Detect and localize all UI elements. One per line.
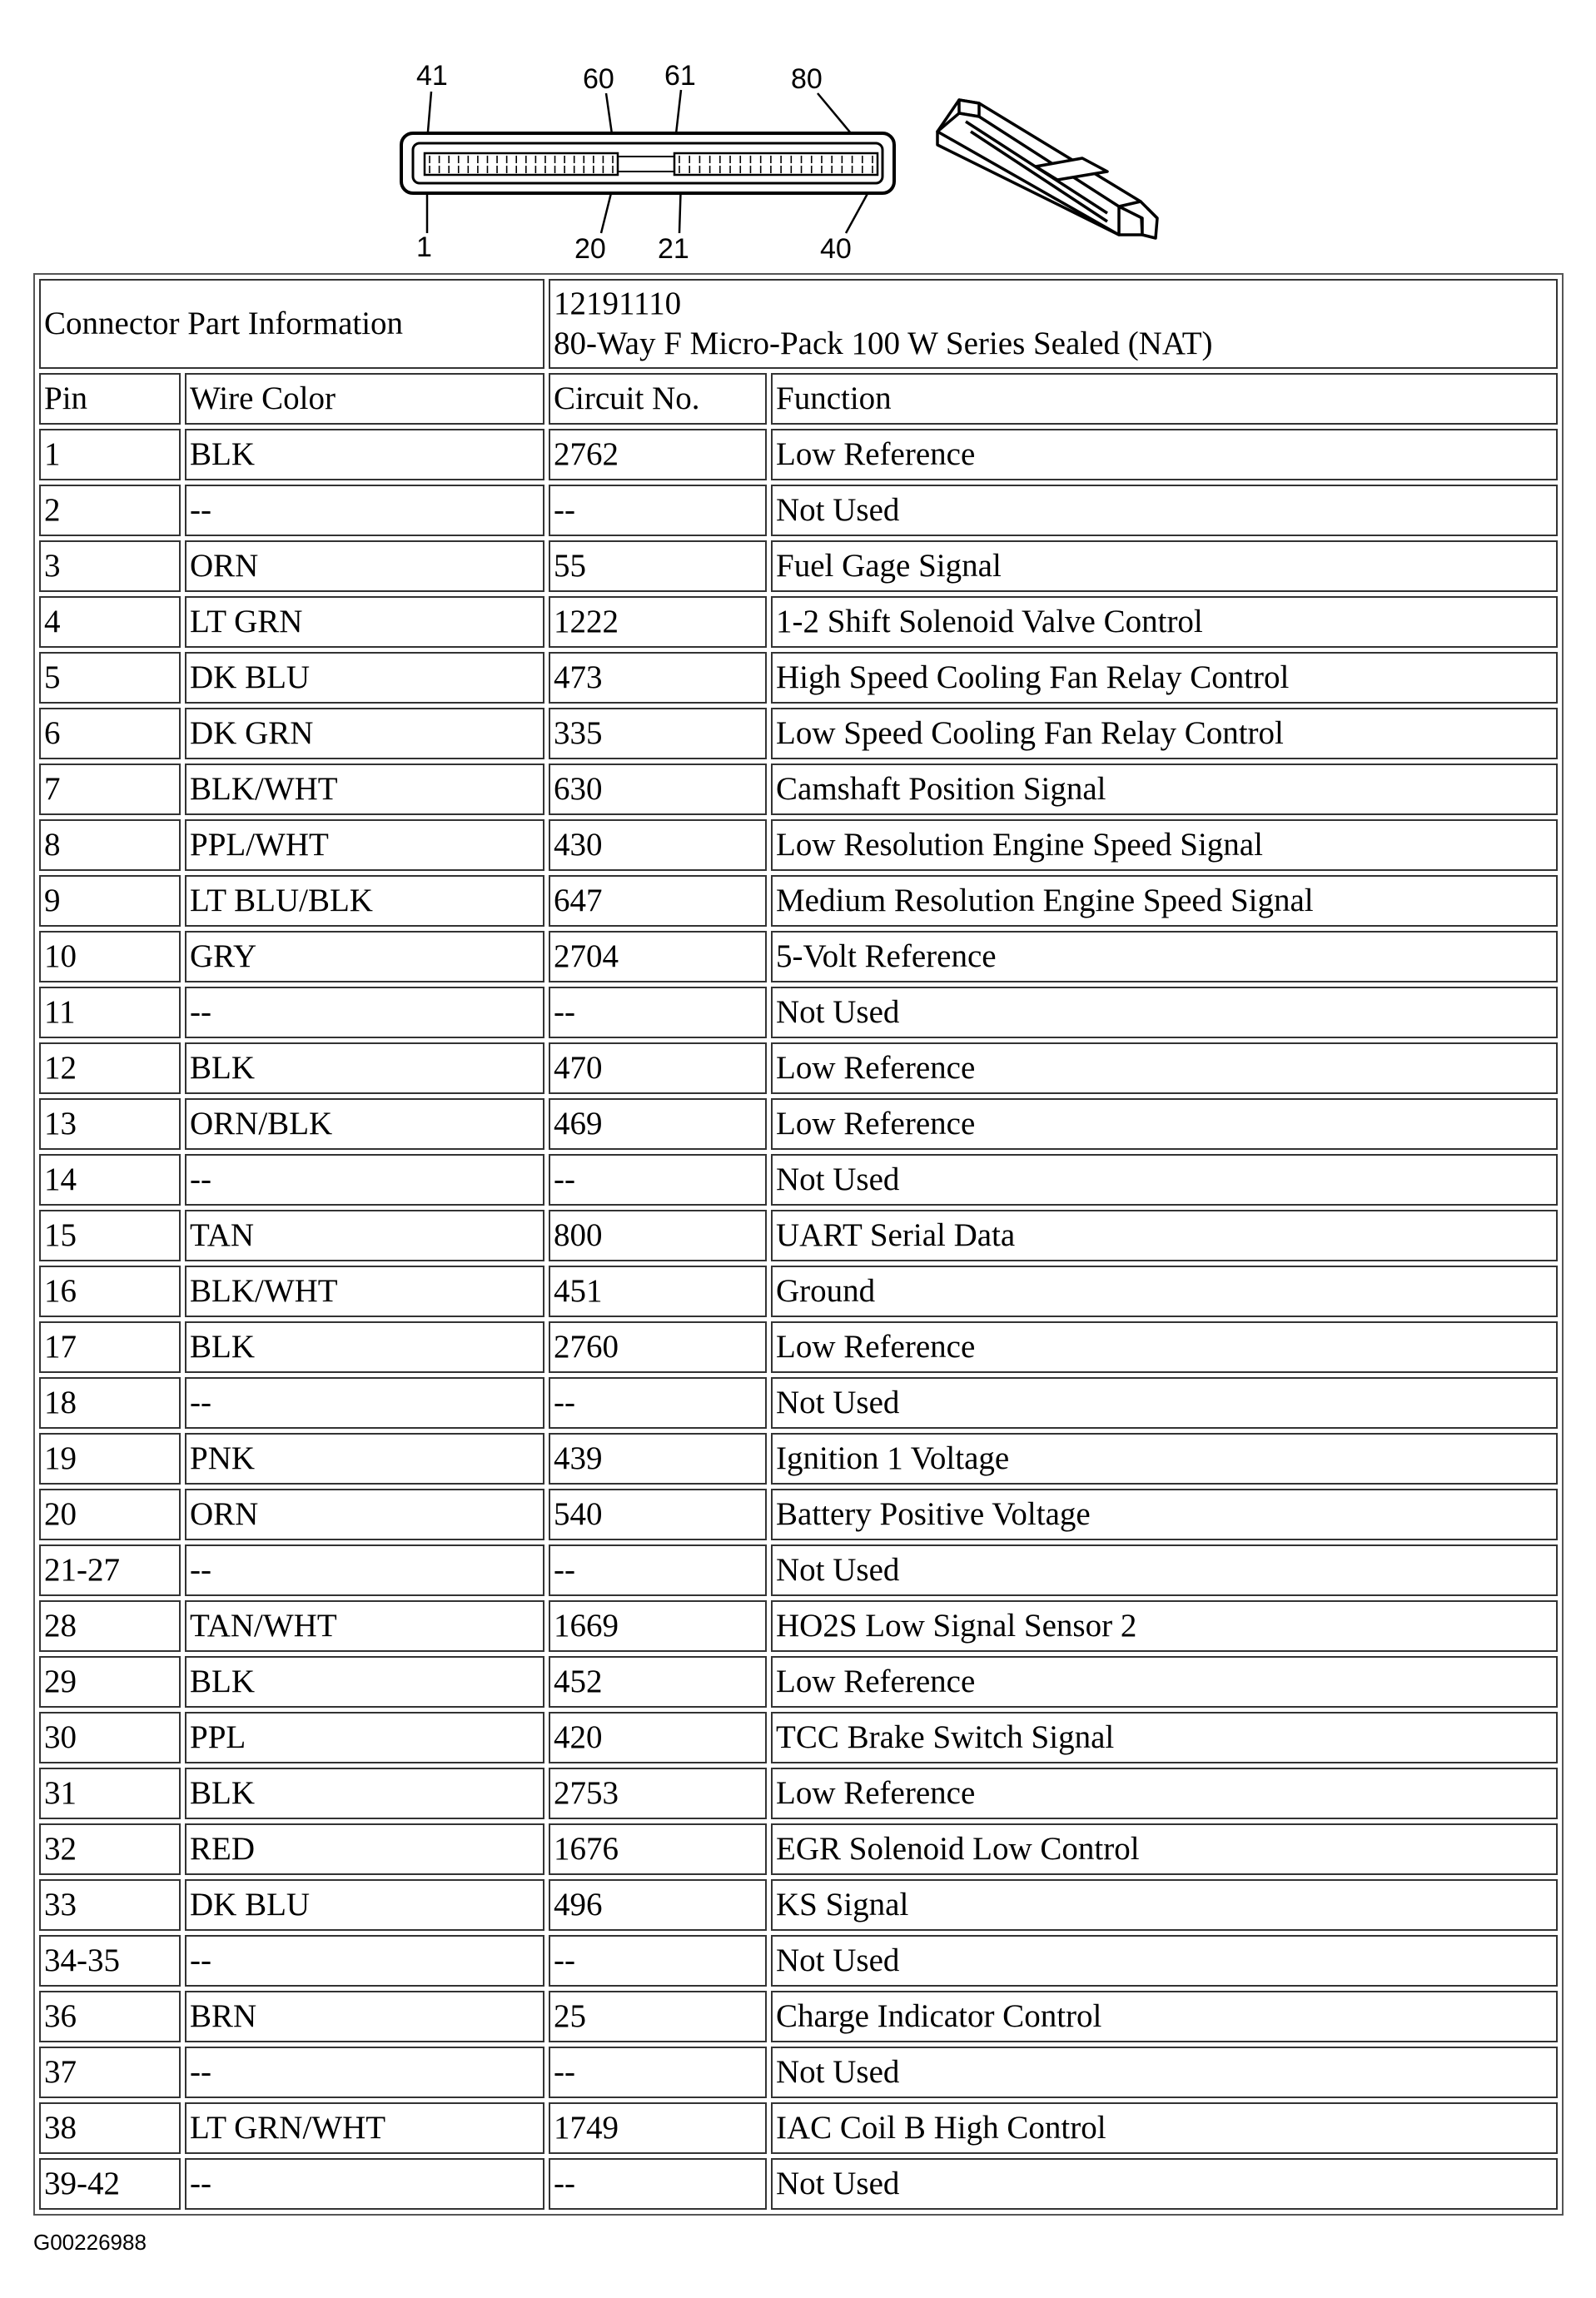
header-pin: Pin [39, 373, 181, 425]
cell-function: High Speed Cooling Fan Relay Control [771, 652, 1558, 704]
table-row [39, 1042, 1558, 1094]
part-info-label: Connector Part Information [39, 279, 544, 369]
cell-pin: 3 [39, 540, 181, 592]
table-row [39, 2102, 1558, 2154]
cell-circuit: -- [549, 1935, 767, 1987]
label-41: 41 [416, 60, 448, 92]
cell-wire-color: LT GRN/WHT [185, 2102, 544, 2154]
table-row [39, 1433, 1558, 1485]
cell-circuit: 420 [549, 1712, 767, 1763]
cell-pin: 9 [39, 875, 181, 927]
part-info-value [549, 279, 1558, 369]
cell-pin: 12 [39, 1042, 181, 1094]
cell-wire-color: ORN/BLK [185, 1098, 544, 1150]
part-number: 12191110 [554, 286, 682, 321]
cell-circuit: 451 [549, 1266, 767, 1317]
cell-circuit: 1669 [549, 1600, 767, 1652]
cell-wire-color: -- [185, 987, 544, 1038]
cell-pin: 18 [39, 1377, 181, 1429]
cell-circuit: -- [549, 987, 767, 1038]
cell-pin: 21-27 [39, 1544, 181, 1596]
cell-wire-color: DK BLU [185, 652, 544, 704]
cell-wire-color: LT BLU/BLK [185, 875, 544, 927]
table-row [39, 2158, 1558, 2210]
cell-circuit: 496 [549, 1879, 767, 1931]
table-row [39, 652, 1558, 704]
cell-wire-color: -- [185, 2158, 544, 2210]
label-21: 21 [658, 233, 689, 265]
label-1: 1 [416, 231, 432, 263]
cell-pin: 4 [39, 596, 181, 648]
cell-pin: 6 [39, 708, 181, 759]
cell-wire-color: -- [185, 1377, 544, 1429]
cell-pin: 15 [39, 1210, 181, 1261]
cell-circuit: 470 [549, 1042, 767, 1094]
cell-pin: 37 [39, 2047, 181, 2098]
cell-function: Not Used [771, 2047, 1558, 2098]
cell-pin: 36 [39, 1991, 181, 2042]
cell-wire-color: ORN [185, 1489, 544, 1540]
cell-function: Fuel Gage Signal [771, 540, 1558, 592]
cell-function: Low Reference [771, 1042, 1558, 1094]
cell-function: Not Used [771, 1154, 1558, 1206]
table-row [39, 1879, 1558, 1931]
cell-wire-color: BLK [185, 1042, 544, 1094]
label-40: 40 [820, 233, 852, 265]
connector-diagram [0, 0, 1596, 275]
cell-function: TCC Brake Switch Signal [771, 1712, 1558, 1763]
cell-function: Low Reference [771, 1321, 1558, 1373]
cell-circuit: 335 [549, 708, 767, 759]
cell-wire-color: TAN/WHT [185, 1600, 544, 1652]
cell-function: Low Reference [771, 429, 1558, 480]
cell-pin: 7 [39, 764, 181, 815]
header-function: Function [771, 373, 1558, 425]
table-row [39, 485, 1558, 536]
cell-pin: 19 [39, 1433, 181, 1485]
cell-function: Not Used [771, 2158, 1558, 2210]
cell-wire-color: DK BLU [185, 1879, 544, 1931]
cell-function: Charge Indicator Control [771, 1991, 1558, 2042]
cell-pin: 33 [39, 1879, 181, 1931]
cell-circuit: 25 [549, 1991, 767, 2042]
cell-function: Ignition 1 Voltage [771, 1433, 1558, 1485]
cell-wire-color: BLK/WHT [185, 764, 544, 815]
cell-circuit: -- [549, 1544, 767, 1596]
pinout-table [33, 273, 1564, 2216]
label-60: 60 [583, 63, 614, 95]
cell-pin: 29 [39, 1656, 181, 1708]
cell-wire-color: ORN [185, 540, 544, 592]
cell-wire-color: BRN [185, 1991, 544, 2042]
cell-function: Not Used [771, 987, 1558, 1038]
part-description: 80-Way F Micro-Pack 100 W Series Sealed (NAT) [554, 326, 1213, 361]
cell-pin: 16 [39, 1266, 181, 1317]
cell-wire-color: RED [185, 1823, 544, 1875]
table-row [39, 875, 1558, 927]
table-row [39, 429, 1558, 480]
label-80: 80 [791, 63, 823, 95]
cell-circuit: 439 [549, 1433, 767, 1485]
table-row [39, 1935, 1558, 1987]
table-row [39, 596, 1558, 648]
cell-circuit: 2762 [549, 429, 767, 480]
table-row [39, 1377, 1558, 1429]
cell-pin: 11 [39, 987, 181, 1038]
cell-function: Battery Positive Voltage [771, 1489, 1558, 1540]
cell-function: Low Reference [771, 1768, 1558, 1819]
cell-wire-color: PNK [185, 1433, 544, 1485]
table-row [39, 1544, 1558, 1596]
cell-wire-color: LT GRN [185, 596, 544, 648]
cell-function: KS Signal [771, 1879, 1558, 1931]
cell-pin: 8 [39, 819, 181, 871]
cell-circuit: -- [549, 485, 767, 536]
table-row [39, 1266, 1558, 1317]
table-row [39, 1210, 1558, 1261]
cell-wire-color: PPL/WHT [185, 819, 544, 871]
cell-circuit: 473 [549, 652, 767, 704]
cell-pin: 30 [39, 1712, 181, 1763]
table-row [39, 1600, 1558, 1652]
cell-circuit: 469 [549, 1098, 767, 1150]
cell-function: EGR Solenoid Low Control [771, 1823, 1558, 1875]
header-row [39, 373, 1558, 425]
table-row [39, 1656, 1558, 1708]
cell-wire-color: BLK [185, 1768, 544, 1819]
cell-wire-color: PPL [185, 1712, 544, 1763]
cell-pin: 13 [39, 1098, 181, 1150]
cell-wire-color: GRY [185, 931, 544, 982]
cell-circuit: 55 [549, 540, 767, 592]
cell-function: Medium Resolution Engine Speed Signal [771, 875, 1558, 927]
cell-function: 1-2 Shift Solenoid Valve Control [771, 596, 1558, 648]
cell-wire-color: -- [185, 2047, 544, 2098]
cell-pin: 39-42 [39, 2158, 181, 2210]
cell-pin: 34-35 [39, 1935, 181, 1987]
figure-id: G00226988 [33, 2230, 147, 2255]
cell-circuit: 540 [549, 1489, 767, 1540]
cell-function: Not Used [771, 1377, 1558, 1429]
cell-wire-color: DK GRN [185, 708, 544, 759]
table-row [39, 1154, 1558, 1206]
cell-function: Low Reference [771, 1098, 1558, 1150]
cell-function: Not Used [771, 1935, 1558, 1987]
connector-body [401, 133, 894, 193]
cell-circuit: -- [549, 1154, 767, 1206]
cell-circuit: 2753 [549, 1768, 767, 1819]
cell-wire-color: -- [185, 1544, 544, 1596]
cell-wire-color: BLK/WHT [185, 1266, 544, 1317]
cell-pin: 14 [39, 1154, 181, 1206]
cell-circuit: 1676 [549, 1823, 767, 1875]
cell-circuit: -- [549, 1377, 767, 1429]
cell-function: Camshaft Position Signal [771, 764, 1558, 815]
table-row [39, 1768, 1558, 1819]
cell-pin: 20 [39, 1489, 181, 1540]
cell-wire-color: -- [185, 1154, 544, 1206]
cell-circuit: 2760 [549, 1321, 767, 1373]
cell-circuit: 630 [549, 764, 767, 815]
cell-wire-color: -- [185, 485, 544, 536]
cell-circuit: 430 [549, 819, 767, 871]
cell-function: IAC Coil B High Control [771, 2102, 1558, 2154]
cell-pin: 5 [39, 652, 181, 704]
table-row [39, 931, 1558, 982]
table-row [39, 1321, 1558, 1373]
cell-circuit: -- [549, 2158, 767, 2210]
cell-circuit: -- [549, 2047, 767, 2098]
table-row [39, 2047, 1558, 2098]
label-61: 61 [664, 60, 696, 92]
cell-wire-color: TAN [185, 1210, 544, 1261]
cell-pin: 1 [39, 429, 181, 480]
cell-function: Not Used [771, 1544, 1558, 1596]
table-row [39, 1991, 1558, 2042]
table-row [39, 540, 1558, 592]
cell-function: UART Serial Data [771, 1210, 1558, 1261]
cell-circuit: 452 [549, 1656, 767, 1708]
cell-function: Ground [771, 1266, 1558, 1317]
table-row [39, 1489, 1558, 1540]
table-row [39, 764, 1558, 815]
table-row [39, 1823, 1558, 1875]
cell-circuit: 1749 [549, 2102, 767, 2154]
header-wire-color: Wire Color [185, 373, 544, 425]
cell-circuit: 647 [549, 875, 767, 927]
cell-wire-color: BLK [185, 1321, 544, 1373]
cell-pin: 32 [39, 1823, 181, 1875]
part-info-row [39, 279, 1558, 369]
cell-wire-color: -- [185, 1935, 544, 1987]
cell-wire-color: BLK [185, 1656, 544, 1708]
cell-function: HO2S Low Signal Sensor 2 [771, 1600, 1558, 1652]
cell-pin: 31 [39, 1768, 181, 1819]
table-row [39, 819, 1558, 871]
label-20: 20 [574, 233, 606, 265]
cell-pin: 10 [39, 931, 181, 982]
cell-function: Low Reference [771, 1656, 1558, 1708]
header-circuit: Circuit No. [549, 373, 767, 425]
cell-circuit: 1222 [549, 596, 767, 648]
table-row [39, 1712, 1558, 1763]
table-row [39, 708, 1558, 759]
cell-function: Not Used [771, 485, 1558, 536]
cell-function: Low Resolution Engine Speed Signal [771, 819, 1558, 871]
cell-circuit: 2704 [549, 931, 767, 982]
connector-side-view [937, 100, 1157, 238]
table-row [39, 987, 1558, 1038]
table-row [39, 1098, 1558, 1150]
cell-wire-color: BLK [185, 429, 544, 480]
cell-pin: 38 [39, 2102, 181, 2154]
cell-function: Low Speed Cooling Fan Relay Control [771, 708, 1558, 759]
cell-function: 5-Volt Reference [771, 931, 1558, 982]
cell-circuit: 800 [549, 1210, 767, 1261]
cell-pin: 17 [39, 1321, 181, 1373]
cell-pin: 2 [39, 485, 181, 536]
pinout-table-container [33, 273, 1564, 2216]
cell-pin: 28 [39, 1600, 181, 1652]
